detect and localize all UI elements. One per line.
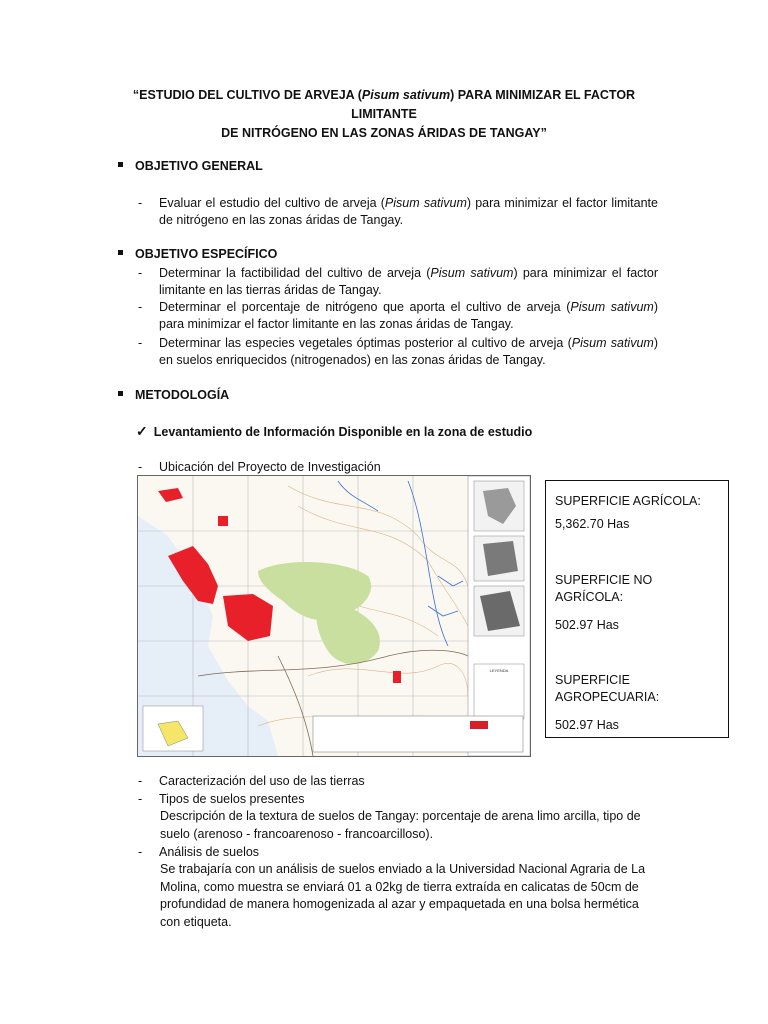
superficie-agropecuaria-value: 502.97 Has xyxy=(555,718,619,732)
document-title xyxy=(100,86,668,143)
list-item: - Tipos de suelos presentes xyxy=(138,792,305,806)
title-line-1: “ESTUDIO DEL CULTIVO DE ARVEJA (Pisum sativum) PARA MINIMIZAR EL FACTOR LIMITANTE xyxy=(132,88,636,121)
list-item: - Determinar las especies vegetales óptimas posterior al cultivo de arveja (Pisum sativum) en suelos enriquecidos (nitrogenados) en las zonas áridas de Tangay. xyxy=(138,336,658,367)
title-line-2: DE NITRÓGENO EN LAS ZONAS ÁRIDAS DE TANGAY” xyxy=(221,126,547,140)
superficie-agropecuaria-label: SUPERFICIE xyxy=(555,673,631,687)
superficie-box xyxy=(545,480,729,738)
analisis-paragraph: Se trabajaría con un análisis de suelos enviado a la Universidad Nacional Agraria de La Molina, como muestra se enviará 01 a 02kg de tierra extraída en calicatas de 50cm de profundidad de manera homogenizada al azar y empaquetada en una bolsa hermética con etiqueta. xyxy=(160,862,646,929)
texturas-paragraph: Descripción de la textura de suelos de Tangay: porcentaje de arena limo arcilla, tipo de suelo (arenoso - francoarenoso - francoarcilloso). xyxy=(160,809,641,841)
superficie-agricola-label: SUPERFICIE AGRÍCOLA: xyxy=(555,494,701,508)
list-item: - Ubicación del Proyecto de Investigación xyxy=(138,460,381,474)
superficie-no-agricola-value: 502.97 Has xyxy=(555,618,619,632)
superficie-no-agricola-label: SUPERFICIE NO xyxy=(555,573,653,587)
list-item: - Evaluar el estudio del cultivo de arveja (Pisum sativum) para minimizar el factor limitante de nitrógeno en las zonas áridas de Tangay. xyxy=(138,196,658,227)
list-item: - Caracterización del uso de las tierras xyxy=(138,774,365,788)
superficie-agropecuaria-label-2: AGROPECUARIA: xyxy=(555,690,660,704)
location-map xyxy=(137,475,531,757)
superficie-no-agricola-label-2: AGRÍCOLA: xyxy=(555,590,624,604)
section-objetivo-general: OBJETIVO GENERAL xyxy=(118,159,263,173)
square-bullet-icon xyxy=(118,391,123,396)
list-item: - Análisis de suelos xyxy=(138,845,260,859)
square-bullet-icon xyxy=(118,162,123,167)
legend-title: LEYENDA xyxy=(489,668,509,673)
checkmark-icon: ✓ xyxy=(136,423,148,439)
subsection-levantamiento: ✓ Levantamiento de Información Disponible en la zona de estudio xyxy=(136,423,533,439)
section-objetivo-especifico: OBJETIVO ESPECÍFICO xyxy=(118,247,277,261)
list-item: - Determinar el porcentaje de nitrógeno que aporta el cultivo de arveja (Pisum sativum) para minimizar el factor limitante en las zonas áridas de Tangay. xyxy=(138,300,658,331)
list-item: - Determinar la factibilidad del cultivo de arveja (Pisum sativum) para minimizar el factor limitante en las tierras áridas de Tangay. xyxy=(138,266,658,297)
superficie-agricola-value: 5,362.70 Has xyxy=(555,517,630,531)
map-graphic xyxy=(138,476,530,756)
square-bullet-icon xyxy=(118,250,123,255)
section-metodologia: METODOLOGÍA xyxy=(118,388,229,402)
